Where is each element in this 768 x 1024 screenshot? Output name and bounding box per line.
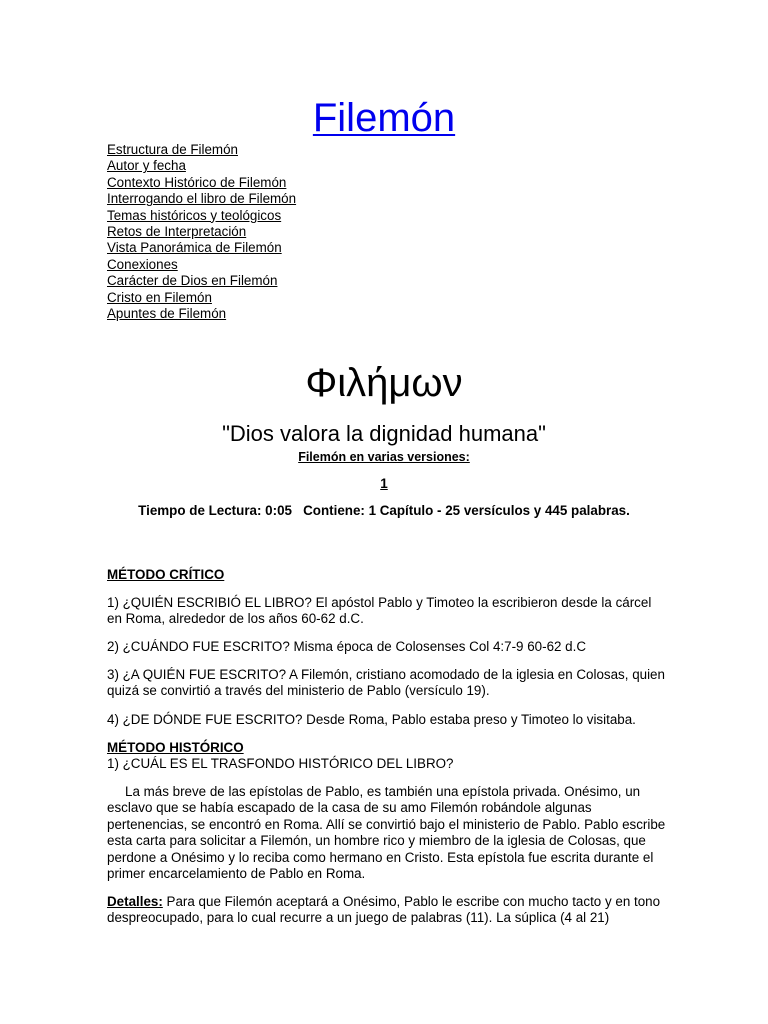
version-number-link[interactable]: 1: [380, 476, 388, 491]
toc-link-conexiones[interactable]: Conexiones: [107, 256, 178, 272]
details-text: Para que Filemón aceptará a Onésimo, Pablo le escribe con mucho tacto y en tono despreocupado, para lo cual recurre a un juego de palabras (11). La súplica (4 al 21): [107, 894, 661, 926]
critico-q2: 2) ¿CUÁNDO FUE ESCRITO? Misma época de Colosenses Col 4:7-9 60-62 d.C: [107, 639, 587, 654]
metodo-historico-heading: MÉTODO HISTÓRICO: [107, 740, 244, 755]
toc-link-caracter[interactable]: Carácter de Dios en Filemón: [107, 273, 278, 289]
toc-link-cristo[interactable]: Cristo en Filemón: [107, 289, 212, 305]
table-of-contents: [107, 142, 296, 322]
toc-link-temas[interactable]: Temas históricos y teológicos: [107, 207, 282, 223]
greek-title: Φιλήμων: [305, 361, 463, 405]
motto: "Dios valora la dignidad humana": [222, 421, 546, 446]
toc-link-apuntes[interactable]: Apuntes de Filemón: [107, 306, 227, 322]
details-label: Detalles:: [107, 894, 163, 909]
historico-paragraph: La más breve de las epístolas de Pablo, es también una epístola privada. Onésimo, un esclavo que se había escapado de la casa de su amo Filemón robándole algunas pertenencias, se encontró en Roma. Allí se convirtió bajo el ministerio de Pablo. Pablo escribe esta carta para solicitar a Filemón, un hombre rico y miembro de la iglesia de Colosas, que perdone a Onésimo y lo reciba como hermano en Cristo. Esta epístola fue escrita durante el primer encarcelamiento de Pablo en Roma.: [107, 784, 666, 882]
toc-link-retos[interactable]: Retos de Interpretación: [107, 224, 247, 240]
versions-link[interactable]: Filemón en varias versiones:: [298, 450, 470, 464]
critico-q1: 1) ¿QUIÉN ESCRIBIÓ EL LIBRO? El apóstol Pablo y Timoteo la escribieron desde la cárcel en Roma, alrededor de los años 60-62 d.C.: [107, 595, 652, 627]
metodo-critico-heading: MÉTODO CRÍTICO: [107, 567, 225, 582]
critico-q4: 4) ¿DE DÓNDE FUE ESCRITO? Desde Roma, Pablo estaba preso y Timoteo lo visitaba.: [107, 712, 636, 727]
title-link[interactable]: Filemón: [312, 96, 456, 140]
toc-link-interrogando[interactable]: Interrogando el libro de Filemón: [107, 191, 297, 207]
critico-q3: 3) ¿A QUIÉN FUE ESCRITO? A Filemón, cristiano acomodado de la iglesia en Colosas, quien quizá se convirtió a través del ministerio de Pablo (versículo 19).: [107, 667, 665, 699]
toc-link-autor[interactable]: Autor y fecha: [107, 158, 186, 174]
toc-link-estructura[interactable]: Estructura de Filemón: [107, 142, 238, 157]
toc-link-vista[interactable]: Vista Panorámica de Filemón: [107, 240, 282, 256]
historico-q1: 1) ¿CUÁL ES EL TRASFONDO HISTÓRICO DEL LIBRO?: [107, 756, 454, 771]
toc-link-contexto[interactable]: Contexto Histórico de Filemón: [107, 174, 287, 190]
details-paragraph: [107, 894, 667, 927]
document-title[interactable]: [0, 94, 768, 142]
reading-info: Tiempo de Lectura: 0:05 Contiene: 1 Capítulo - 25 versículos y 445 palabras.: [138, 503, 630, 518]
